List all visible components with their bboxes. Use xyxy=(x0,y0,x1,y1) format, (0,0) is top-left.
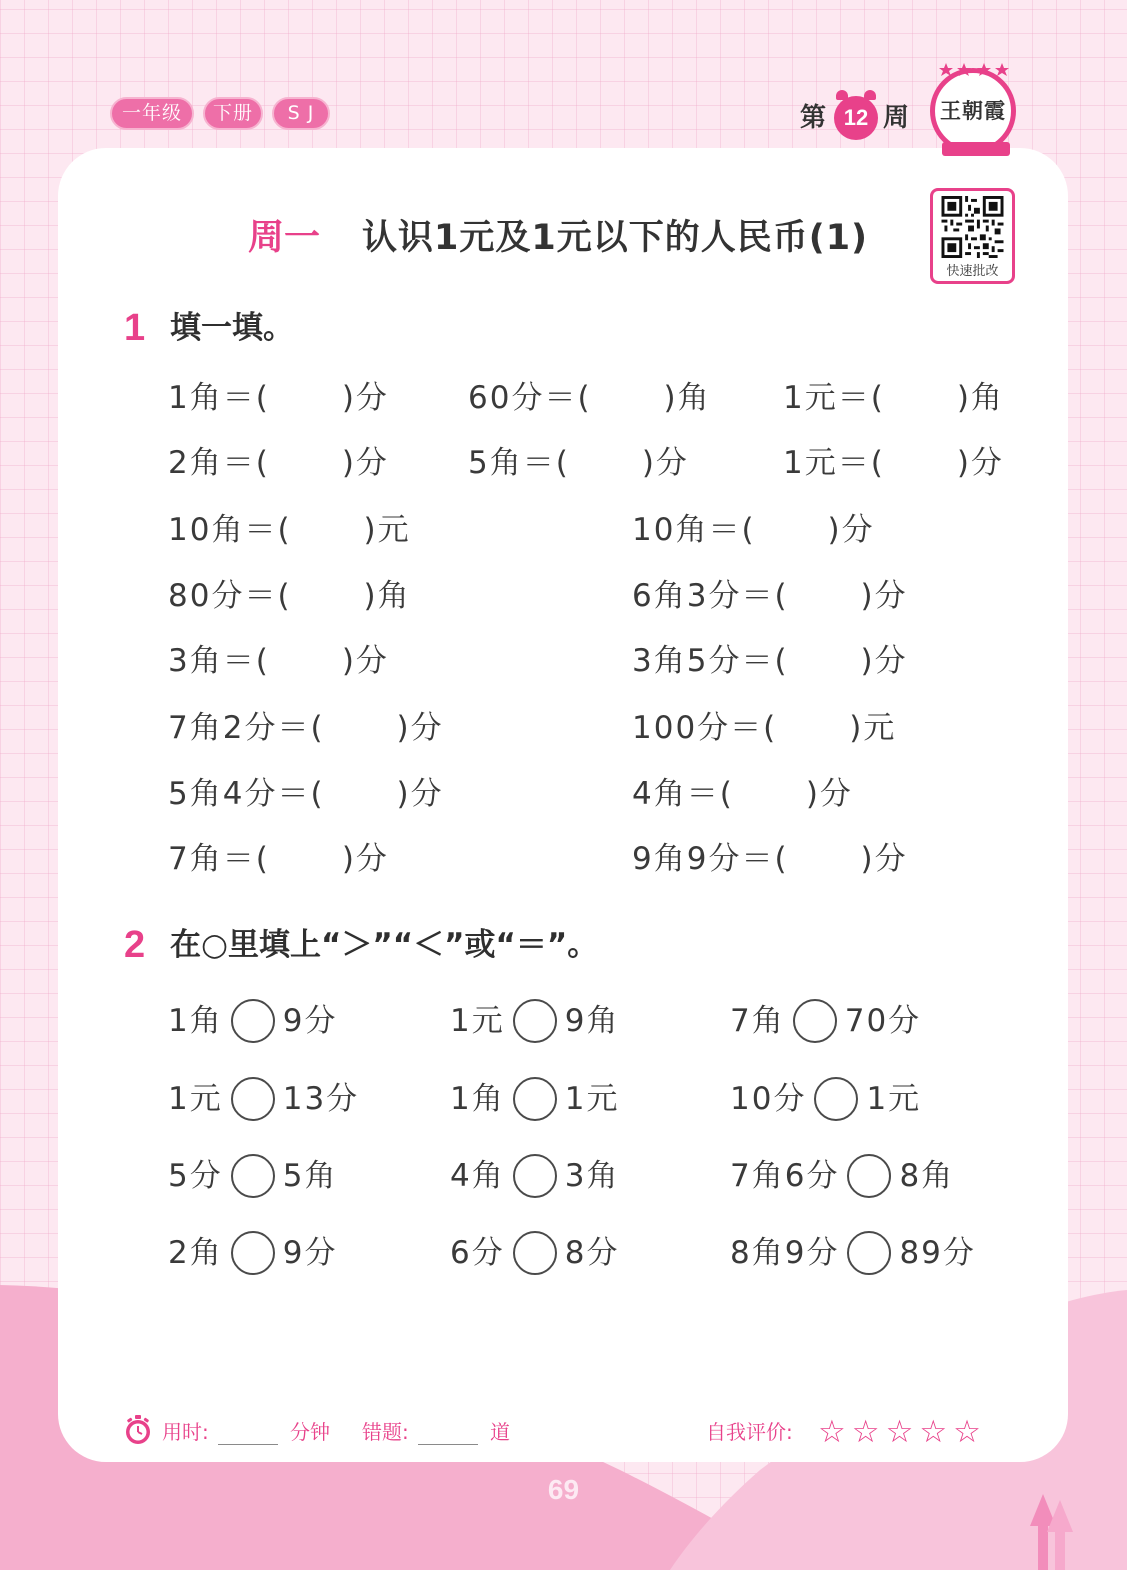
compare-question xyxy=(730,1075,921,1123)
qr-code-icon xyxy=(939,196,1006,258)
compare-left: 7角6分 xyxy=(730,1158,840,1194)
question-left-text: 4角＝( xyxy=(632,776,734,812)
compare-question xyxy=(168,1152,337,1200)
compare-question xyxy=(450,1075,619,1123)
fill-in-question xyxy=(632,774,853,814)
fill-in-question xyxy=(168,774,444,814)
fill-in-question xyxy=(168,839,389,879)
question-left-text: 1元＝( xyxy=(783,380,885,416)
time-unit: 分钟 xyxy=(290,1420,330,1444)
compare-right: 70分 xyxy=(844,1003,922,1039)
question-unit-text: )分 xyxy=(860,643,908,679)
qr-caption: 快速批改 xyxy=(946,264,999,279)
compare-question xyxy=(450,1229,619,1277)
week-prefix: 第 xyxy=(800,103,827,133)
fill-in-question xyxy=(632,839,908,879)
question-left-text: 9角9分＝( xyxy=(632,841,789,877)
compare-right: 5角 xyxy=(282,1158,338,1194)
compare-left: 1角 xyxy=(450,1081,505,1117)
compare-right: 9角 xyxy=(564,1003,620,1039)
compare-question xyxy=(450,1152,619,1200)
fill-in-question xyxy=(468,378,711,418)
rating-stars: ☆☆☆☆☆ xyxy=(818,1414,987,1450)
question-unit-text: )元 xyxy=(849,710,897,746)
question-left-text: 2角＝( xyxy=(168,445,270,481)
week-number-badge: 12 xyxy=(834,96,878,140)
question-unit-text: )分 xyxy=(341,841,389,877)
exercise-2-number: 2 xyxy=(124,924,146,966)
compare-right: 9分 xyxy=(282,1235,338,1271)
compare-circle xyxy=(793,999,837,1043)
fill-in-question xyxy=(168,641,389,681)
question-unit-text: )分 xyxy=(805,776,853,812)
compare-question xyxy=(730,997,921,1045)
compare-left: 7角 xyxy=(730,1003,785,1039)
question-left-text: 1角＝( xyxy=(168,380,270,416)
week-suffix: 周 xyxy=(883,103,910,133)
question-left-text: 10角＝( xyxy=(168,512,292,548)
compare-left: 8角9分 xyxy=(730,1235,840,1271)
logo-text: 王朝霞 xyxy=(940,98,1006,123)
compare-left: 6分 xyxy=(450,1235,505,1271)
question-unit-text: )分 xyxy=(341,380,389,416)
fill-in-question xyxy=(168,443,389,483)
fill-in-question xyxy=(168,378,389,418)
day-label: 周一 xyxy=(248,217,321,258)
question-left-text: 7角2分＝( xyxy=(168,710,325,746)
errors-label: 错题: xyxy=(362,1420,409,1444)
question-unit-text: )分 xyxy=(641,445,689,481)
volume-tag: 下册 xyxy=(203,97,263,130)
exercise-1-instruction: 填一填。 xyxy=(170,310,294,346)
fill-in-question xyxy=(632,708,896,748)
question-unit-text: )分 xyxy=(341,445,389,481)
self-rating-label: 自我评价: xyxy=(706,1420,793,1444)
logo-banner xyxy=(942,142,1010,156)
question-unit-text: )分 xyxy=(860,578,908,614)
question-unit-text: )分 xyxy=(341,643,389,679)
compare-right: 3角 xyxy=(564,1158,620,1194)
compare-right: 9分 xyxy=(282,1003,338,1039)
fill-in-question xyxy=(632,576,908,616)
errors-blank xyxy=(418,1444,478,1445)
compare-right: 8分 xyxy=(564,1235,620,1271)
fill-in-question xyxy=(632,510,875,550)
compare-right: 1元 xyxy=(866,1081,922,1117)
question-left-text: 3角＝( xyxy=(168,643,270,679)
exercise-2-instruction: 在○里填上“＞”“＜”或“＝”。 xyxy=(170,927,599,963)
compare-left: 10分 xyxy=(730,1081,807,1117)
question-unit-text: )角 xyxy=(363,578,411,614)
compare-question xyxy=(730,1152,954,1200)
compare-circle xyxy=(847,1154,891,1198)
compare-circle xyxy=(847,1231,891,1275)
compare-circle xyxy=(231,1154,275,1198)
errors-unit: 道 xyxy=(490,1420,510,1444)
compare-right: 13分 xyxy=(282,1081,360,1117)
question-left-text: 7角＝( xyxy=(168,841,270,877)
fill-in-question xyxy=(783,378,1004,418)
compare-question xyxy=(168,1075,359,1123)
question-unit-text: )分 xyxy=(860,841,908,877)
qr-code-box xyxy=(930,188,1015,284)
stopwatch-icon xyxy=(124,1415,152,1445)
fill-in-question xyxy=(168,510,411,550)
compare-question xyxy=(168,1229,337,1277)
compare-circle xyxy=(814,1077,858,1121)
fill-in-question xyxy=(168,708,444,748)
compare-right: 89分 xyxy=(899,1235,976,1271)
compare-question xyxy=(168,997,337,1045)
question-left-text: 1元＝( xyxy=(783,445,885,481)
compare-left: 1元 xyxy=(450,1003,505,1039)
question-unit-text: )角 xyxy=(956,380,1004,416)
time-label: 用时: xyxy=(162,1420,209,1444)
compare-left: 1元 xyxy=(168,1081,223,1117)
question-unit-text: )元 xyxy=(363,512,411,548)
compare-right: 1元 xyxy=(564,1081,620,1117)
question-unit-text: )角 xyxy=(663,380,711,416)
compare-question xyxy=(450,997,619,1045)
question-left-text: 3角5分＝( xyxy=(632,643,789,679)
compare-circle xyxy=(231,1231,275,1275)
compare-left: 4角 xyxy=(450,1158,505,1194)
fill-in-question xyxy=(168,576,411,616)
question-left-text: 10角＝( xyxy=(632,512,756,548)
compare-circle xyxy=(513,1154,557,1198)
question-unit-text: )分 xyxy=(827,512,875,548)
question-unit-text: )分 xyxy=(956,445,1004,481)
question-left-text: 100分＝( xyxy=(632,710,778,746)
fill-in-question xyxy=(783,443,1004,483)
fill-in-question xyxy=(632,641,908,681)
question-left-text: 6角3分＝( xyxy=(632,578,789,614)
compare-left: 2角 xyxy=(168,1235,223,1271)
question-left-text: 5角＝( xyxy=(468,445,570,481)
compare-circle xyxy=(513,1077,557,1121)
fill-in-question xyxy=(468,443,689,483)
compare-circle xyxy=(231,999,275,1043)
question-left-text: 5角4分＝( xyxy=(168,776,325,812)
page-title: 认识1元及1元以下的人民币(1) xyxy=(362,218,869,258)
question-unit-text: )分 xyxy=(396,710,444,746)
compare-right: 8角 xyxy=(899,1158,955,1194)
compare-left: 1角 xyxy=(168,1003,223,1039)
page-number: 69 xyxy=(547,1474,580,1505)
question-unit-text: )分 xyxy=(396,776,444,812)
time-blank xyxy=(218,1444,278,1445)
grade-tag: 一年级 xyxy=(110,97,194,130)
compare-circle xyxy=(513,1231,557,1275)
compare-circle xyxy=(231,1077,275,1121)
edition-tag: S J xyxy=(272,97,330,130)
compare-left: 5分 xyxy=(168,1158,223,1194)
compare-question xyxy=(730,1229,976,1277)
question-left-text: 80分＝( xyxy=(168,578,292,614)
question-left-text: 60分＝( xyxy=(468,380,592,416)
crown-stars-icon xyxy=(936,62,1012,78)
compare-circle xyxy=(513,999,557,1043)
exercise-1-number: 1 xyxy=(124,307,146,349)
